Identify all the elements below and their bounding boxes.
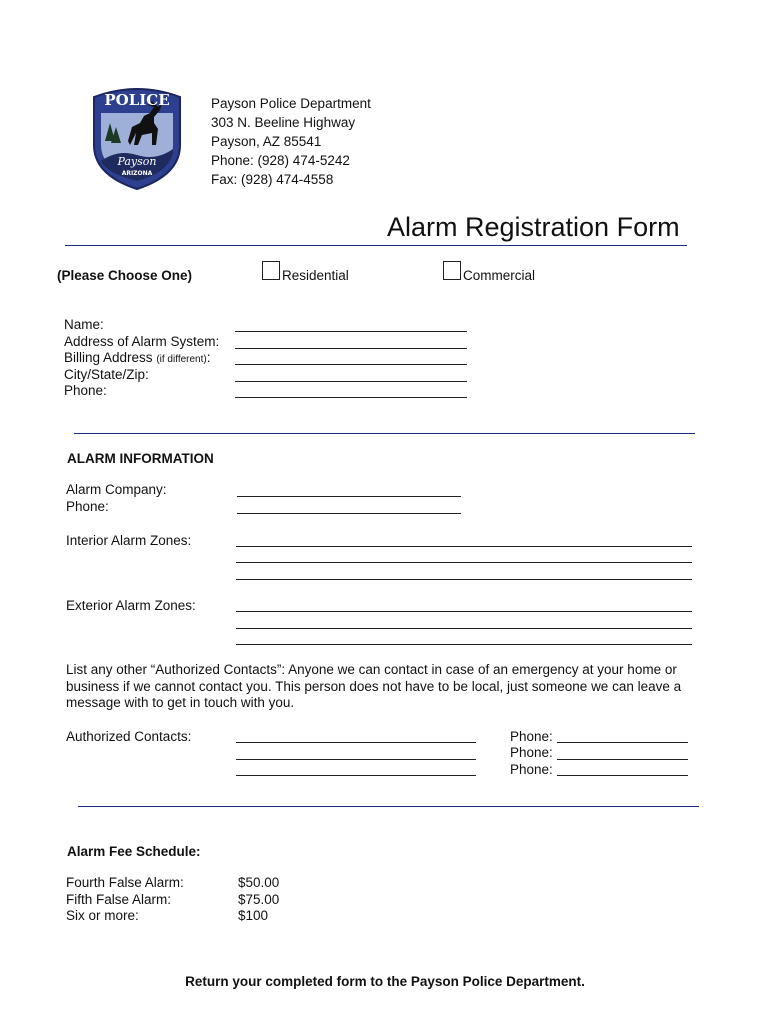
badge-city-text: Payson [117,155,157,168]
billing-address-field[interactable] [235,364,467,365]
alarm-address-label: Address of Alarm System: [64,333,220,349]
fee-amount-fifth: $75.00 [238,891,280,907]
residential-label: Residential [282,268,349,283]
contact-phone-field-1[interactable] [557,742,688,743]
form-title: Alarm Registration Form [387,212,680,242]
section-divider [74,433,695,434]
contact-phone-label-3: Phone: [510,762,553,777]
alarm-company-label: Alarm Company: [66,482,167,497]
alarm-company-field[interactable] [237,496,461,497]
department-phone: Phone: (928) 474-5242 [211,153,350,168]
name-label: Name: [64,317,104,332]
department-fax: Fax: (928) 474-4558 [211,172,334,187]
contacts-instructions: List any other “Authorized Contacts”: Anyone we can contact in case of an emergency at your home or business if we cannot contact you. This person does not have to be local, just someone we can leave a message with to get in touch with you. [66,662,682,710]
alarm-phone-field[interactable] [237,513,461,514]
title-divider [65,245,687,246]
department-address [211,94,371,189]
billing-note: (if different) [156,354,207,365]
fee-divider [78,806,699,807]
exterior-zones-field-2[interactable] [236,628,692,629]
fee-label-fourth: Fourth False Alarm: [66,875,184,890]
contact-field-3[interactable] [236,775,476,776]
alarm-company-labels [66,482,167,515]
alarm-phone-label: Phone: [66,498,109,514]
contact-phone-label-2: Phone: [510,745,553,760]
interior-zones-label: Interior Alarm Zones: [66,533,192,548]
department-city: Payson, AZ 85541 [211,134,322,149]
residential-checkbox[interactable] [262,261,280,280]
fee-amount-fourth: $50.00 [238,875,280,890]
fee-label-six: Six or more: [66,908,139,923]
choose-one-label: (Please Choose One) [57,268,193,283]
billing-address-label: Billing Address (if different): [64,350,211,365]
police-badge-logo [88,83,186,191]
badge-top-text: POLICE [104,91,170,109]
exterior-zones-field-1[interactable] [236,611,692,612]
name-field[interactable] [235,331,467,332]
interior-zones-field-1[interactable] [236,546,692,547]
commercial-label: Commercial [463,268,536,283]
phone-field[interactable] [235,397,467,398]
alarm-address-field[interactable] [235,348,467,349]
department-street: 303 N. Beeline Highway [211,115,356,130]
exterior-zones-label: Exterior Alarm Zones: [66,598,196,613]
badge-state-text: ARIZONA [121,170,153,177]
contact-phone-label-1: Phone: [510,729,553,744]
commercial-checkbox[interactable] [443,261,461,280]
authorized-contacts-label: Authorized Contacts: [66,729,192,744]
fee-schedule-heading: Alarm Fee Schedule: [67,844,201,859]
return-instructions: Return your completed form to the Payson Police Department. [185,974,585,989]
applicant-labels [64,317,219,400]
contact-field-1[interactable] [236,742,476,743]
interior-zones-field-2[interactable] [236,562,692,563]
exterior-zones-field-3[interactable] [236,644,692,645]
city-state-zip-label: City/State/Zip: [64,366,149,382]
fee-amount-six: $100 [238,908,269,923]
fee-amounts [238,875,279,925]
interior-zones-field-3[interactable] [236,579,692,580]
alarm-info-heading: ALARM INFORMATION [67,451,214,466]
contact-phone-field-3[interactable] [557,775,688,776]
phone-label: Phone: [64,383,107,398]
fee-labels [66,875,184,925]
contact-field-2[interactable] [236,759,476,760]
city-state-zip-field[interactable] [235,381,467,382]
fee-label-fifth: Fifth False Alarm: [66,891,172,907]
contact-phone-field-2[interactable] [557,759,688,760]
department-name: Payson Police Department [211,96,371,111]
